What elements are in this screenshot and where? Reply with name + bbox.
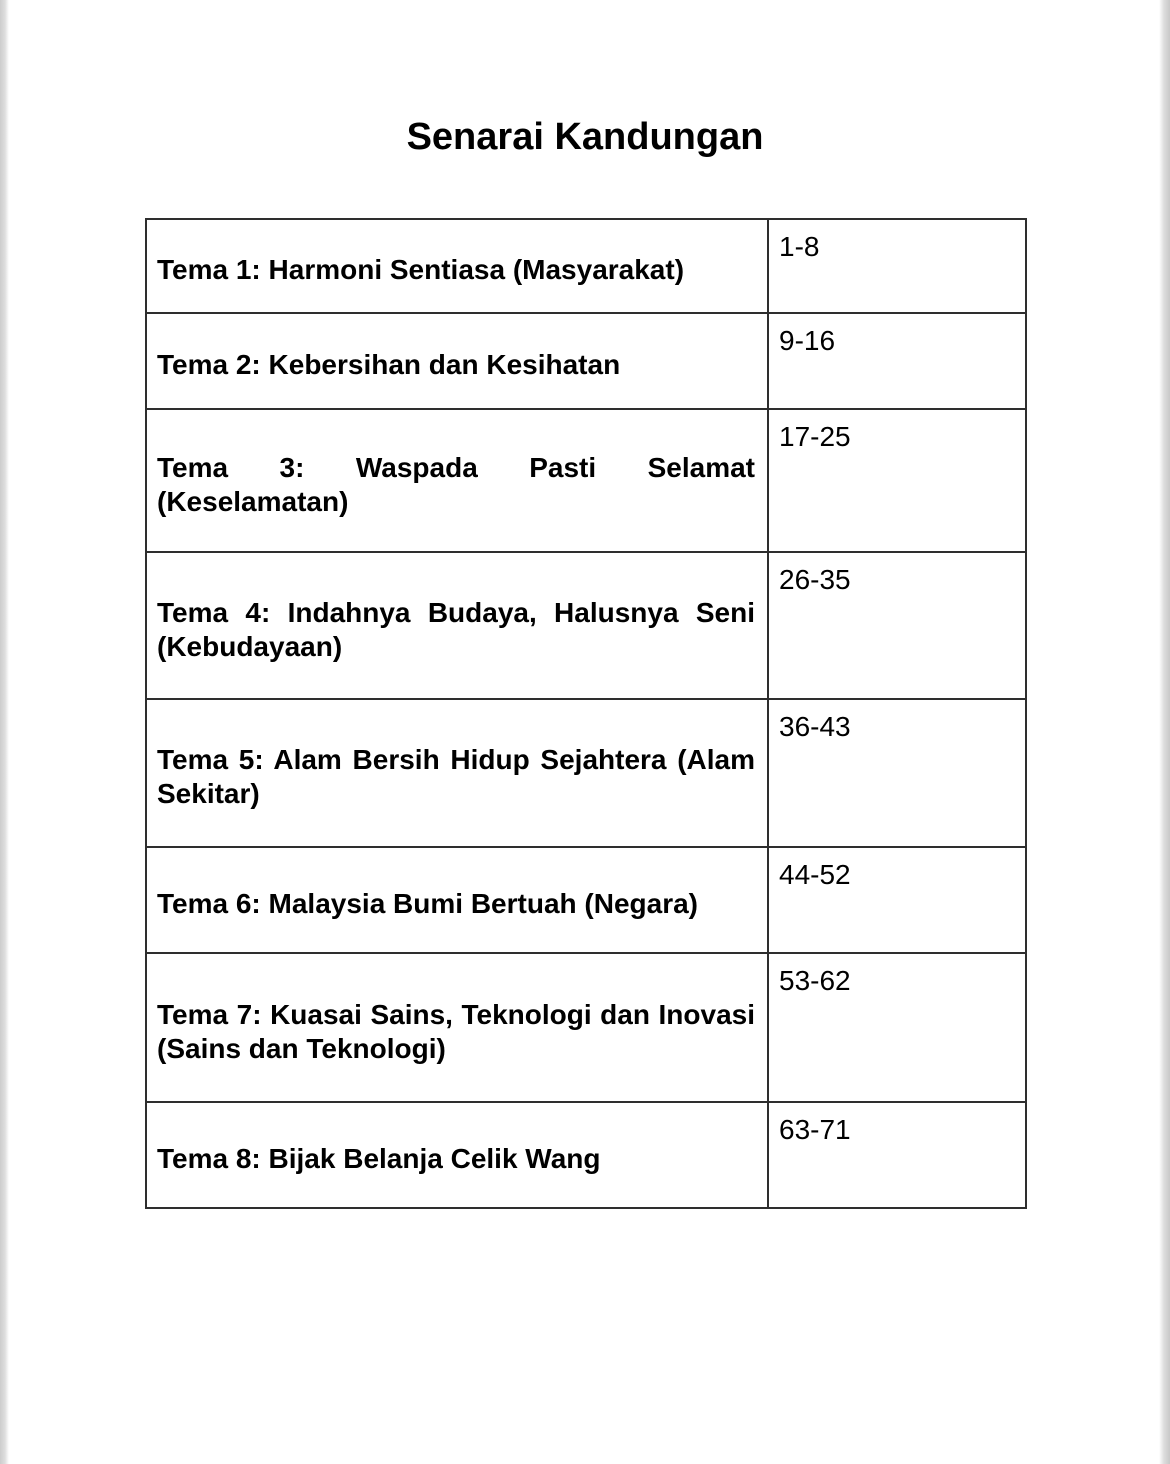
- page-edge-shadow-right: [1159, 0, 1170, 1464]
- toc-pages-cell: 9-16: [768, 313, 1026, 409]
- toc-theme-cell: Tema 3: Waspada Pasti Selamat (Keselamatan): [146, 409, 768, 552]
- toc-theme-cell: Tema 5: Alam Bersih Hidup Sejahtera (Alam Sekitar): [146, 699, 768, 847]
- toc-theme-cell: Tema 2: Kebersihan dan Kesihatan: [146, 313, 768, 409]
- toc-theme-cell: Tema 8: Bijak Belanja Celik Wang: [146, 1102, 768, 1208]
- table-row: [146, 552, 1026, 699]
- table-row: [146, 1102, 1026, 1208]
- toc-pages-cell: 26-35: [768, 552, 1026, 699]
- toc-theme-cell: Tema 4: Indahnya Budaya, Halusnya Seni (Kebudayaan): [146, 552, 768, 699]
- table-row: [146, 953, 1026, 1102]
- page-edge-shadow-left: [0, 0, 9, 1464]
- toc-pages-cell: 1-8: [768, 219, 1026, 313]
- toc-pages-cell: 53-62: [768, 953, 1026, 1102]
- table-row: [146, 219, 1026, 313]
- toc-pages-cell: 17-25: [768, 409, 1026, 552]
- table-row: [146, 409, 1026, 552]
- table-row: [146, 847, 1026, 953]
- toc-theme-cell: Tema 6: Malaysia Bumi Bertuah (Negara): [146, 847, 768, 953]
- toc-pages-cell: 44-52: [768, 847, 1026, 953]
- toc-theme-cell: Tema 7: Kuasai Sains, Teknologi dan Inovasi (Sains dan Teknologi): [146, 953, 768, 1102]
- page-title: Senarai Kandungan: [406, 116, 764, 158]
- toc-table-body: [146, 219, 1026, 1208]
- toc-pages-cell: 63-71: [768, 1102, 1026, 1208]
- toc-theme-cell: Tema 1: Harmoni Sentiasa (Masyarakat): [146, 219, 768, 313]
- table-row: [146, 313, 1026, 409]
- table-row: [146, 699, 1026, 847]
- toc-table: [145, 218, 1027, 1209]
- toc-pages-cell: 36-43: [768, 699, 1026, 847]
